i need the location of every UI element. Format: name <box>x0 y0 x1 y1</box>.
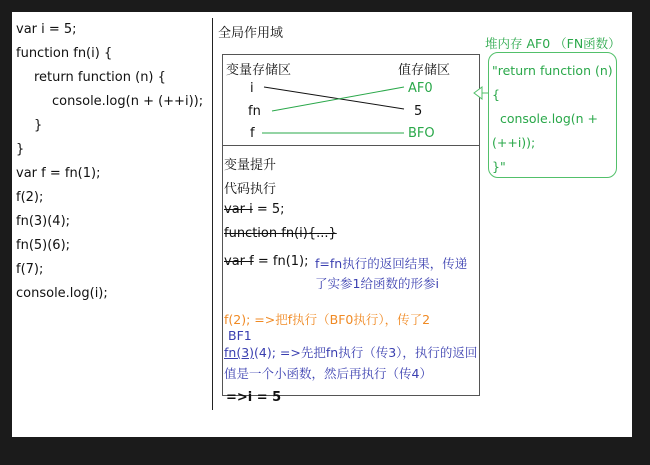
code-line-8: f(2); <box>16 190 44 205</box>
code-line-4: console.log(n + (++i)); <box>52 94 204 109</box>
code-line-7: var f = fn(1); <box>16 166 101 181</box>
value-af0: AF0 <box>408 81 433 96</box>
code-line-10: fn(5)(6); <box>16 238 71 253</box>
step-var-i <box>224 202 285 217</box>
code-line-6: } <box>16 142 25 157</box>
var-i: i <box>250 81 254 96</box>
step-hoisting: 变量提升 <box>224 158 277 173</box>
heap-title: 堆内存 AF0 （FN函数） <box>485 36 621 51</box>
diagram-sheet <box>12 12 632 437</box>
value-storage-label: 值存储区 <box>398 63 451 78</box>
heap-content: "return function (n) { console.log(n + (++i)); }" <box>492 63 613 174</box>
heap-box <box>488 52 617 178</box>
var-f: f <box>250 126 255 141</box>
var-f-note: f=fn执行的返回结果，传递了实参1给函数的形参i <box>315 256 468 291</box>
var-i-rest: = 5; <box>252 202 285 217</box>
step-execution: 代码执行 <box>224 182 277 197</box>
value-5: 5 <box>414 104 423 119</box>
heap-arrow-icon <box>474 87 482 99</box>
step-function-decl: function fn(i){...} <box>224 226 337 241</box>
code-line-11: f(7); <box>16 262 44 277</box>
code-line-12: console.log(i); <box>16 286 108 301</box>
code-line-5: } <box>34 118 43 133</box>
code-line-3: return function (n) { <box>34 70 166 85</box>
link-i-to-5 <box>264 87 404 109</box>
code-line-9: fn(3)(4); <box>16 214 71 229</box>
f2-note: f(2); =>把f执行（BF0执行），传了2 <box>224 312 431 327</box>
var-fn: fn <box>248 104 261 119</box>
global-scope-title: 全局作用域 <box>218 26 284 41</box>
bf1-label: BF1 <box>228 328 252 343</box>
fn34-note <box>224 342 478 384</box>
var-f-rest: = fn(1); <box>253 254 309 269</box>
var-f-struck: var f <box>224 254 254 269</box>
var-i-struck: var i <box>224 202 253 217</box>
step-var-f <box>224 254 309 269</box>
code-line-2: function fn(i) { <box>16 46 113 61</box>
var-storage-label: 变量存储区 <box>226 63 292 78</box>
fn34-rest: (4); =>先把fn执行（传3），执行的返回值是一个小函数，然后再执行（传4） <box>224 345 478 381</box>
fn34-call: fn(3) <box>224 345 255 360</box>
link-fn-to-af0 <box>272 87 404 111</box>
result-line: =>i = 5 <box>226 390 282 405</box>
value-bfo: BFO <box>408 126 435 141</box>
code-line-1: var i = 5; <box>16 22 77 37</box>
